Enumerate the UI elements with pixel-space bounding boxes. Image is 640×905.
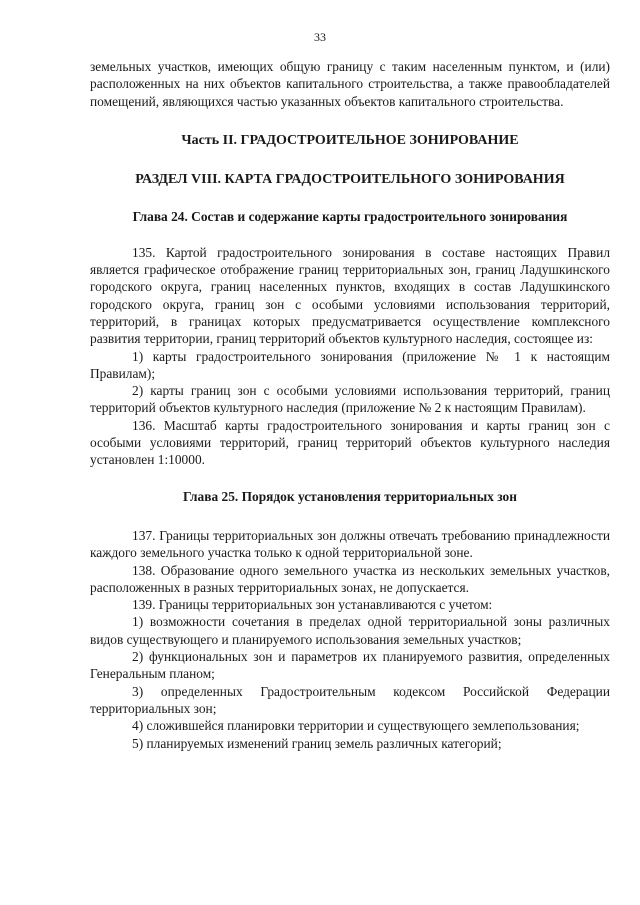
page-number: 33 — [314, 30, 326, 44]
list-item-139-4: 4) сложившейся планировки территории и существующего землепользования; — [132, 718, 580, 734]
paragraph-137: 137. Границы территориальных зон должны отвечать требованию принадлежности каждого земельного участка только к одной территориальной зоне. — [90, 527, 610, 561]
intro-paragraph: земельных участков, имеющих общую границу с таким населенным пунктом, и (или) расположенных на них объектов капитального строительства, а также правообладателей помещений, являющихся частью указанных объектов капитального строительства. — [90, 59, 610, 109]
list-item-139-5: 5) планируемых изменений границ земель различных категорий; — [132, 735, 502, 751]
paragraph-139: 139. Границы территориальных зон устанавливаются с учетом: — [132, 597, 493, 613]
list-item-139-1: 1) возможности сочетания в пределах одной территориальной зоны различных видов существующего и планируемого использования земельных участков; — [90, 614, 610, 647]
list-item-135-1: 1) карты градостроительного зонирования (приложение № 1 к настоящим Правилам); — [90, 348, 610, 381]
paragraph-136: 136. Масштаб карты градостроительного зонирования и карты границ зон с особыми условиями территорий, границ территорий объектов культурного наследия установлен 1:10000. — [90, 417, 610, 468]
page-content — [90, 58, 610, 752]
chapter-25-heading: Глава 25. Порядок установления территориальных зон — [183, 488, 517, 504]
chapter-24-heading: Глава 24. Состав и содержание карты градостроительного зонирования — [132, 209, 568, 225]
list-item-139-2: 2) функциональных зон и параметров их планируемого развития, определенных Генеральным планом; — [90, 649, 610, 682]
paragraph-135: 135. Картой градостроительного зонирования в составе настоящих Правил является графическое отображение границ территориальных зон, границ Ладушкинского городского округа, границ населенных пунктов, входящих в состав Ладушкинского городского округа, границ зон с особыми условиями использования территорий, территорий, в границах которых предусматривается осуществление комплексного развития территории, границ территорий объектов культурного наследия, состоящее из: — [90, 244, 610, 347]
section-heading: РАЗДЕЛ VIII. КАРТА ГРАДОСТРОИТЕЛЬНОГО ЗОНИРОВАНИЯ — [135, 172, 565, 188]
part-heading: Часть II. ГРАДОСТРОИТЕЛЬНОЕ ЗОНИРОВАНИЕ — [181, 132, 519, 148]
list-item-139-3: 3) определенных Градостроительным кодексом Российской Федерации территориальных зон; — [90, 683, 610, 716]
paragraph-138: 138. Образование одного земельного участка из нескольких земельных участков, расположенных в разных территориальных зонах, не допускается. — [90, 562, 610, 595]
list-item-135-2: 2) карты границ зон с особыми условиями использования территорий, границ территорий объектов культурного наследия (приложение № 2 к настоящим Правилам). — [90, 383, 610, 416]
